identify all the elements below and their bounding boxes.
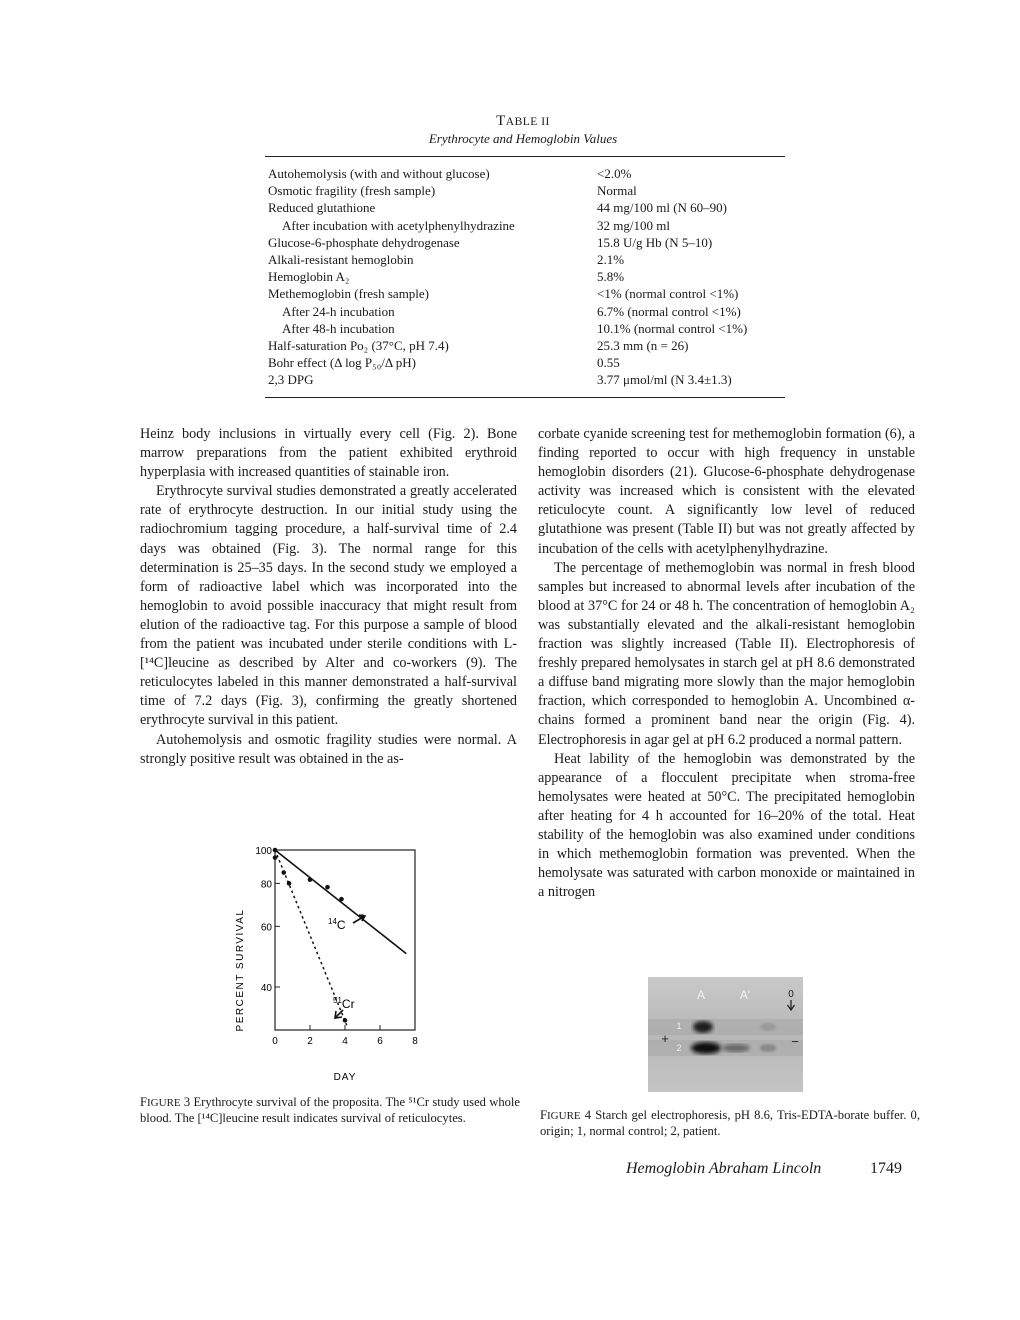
table-row xyxy=(268,354,788,371)
label-origin: 0 xyxy=(788,989,794,1000)
table-row-label: Alkali-resistant hemoglobin xyxy=(268,251,414,267)
table-row-label: After 24-h incubation xyxy=(282,303,395,319)
paragraph: corbate cyanide screening test for methemoglobin formation (6), a finding reported to occur with high frequency in unstable hemoglobin disorders (21). Glucose-6-phosphate dehydrogenase activity was increased which is consistent with the elevated reticulocyte count. A significantly low level of reduced glutathione was present (Table II) but was not greatly affected by incubation of the cells with acetylphenylhydrazine. xyxy=(538,426,915,557)
series-label: $^{14}$C xyxy=(328,917,346,932)
x-tick-label: 4 xyxy=(342,1036,348,1047)
body-left-column xyxy=(140,425,517,769)
table-row-label: Hemoglobin A₂ xyxy=(268,269,350,285)
table-row xyxy=(268,251,788,268)
running-title: Hemoglobin Abraham Lincoln xyxy=(626,1160,822,1177)
x-tick-label: 8 xyxy=(412,1036,418,1047)
label-minus: − xyxy=(791,1034,799,1049)
paragraph: Autohemolysis and osmotic fragility studies were normal. A strongly positive result was obtained in the as- xyxy=(140,731,517,767)
table-row-label: Bohr effect (Δ log P₅₀/Δ pH) xyxy=(268,355,416,371)
table-row xyxy=(268,165,788,182)
figure-3-chart xyxy=(225,840,425,1090)
table-row-value: 3.77 μmol/ml (N 3.4±1.3) xyxy=(597,372,732,388)
paragraph: The percentage of methemoglobin was normal in fresh blood samples but increased to abnormal levels after incubation of the blood at 37°C for 24 or 48 h. The concentration of hemoglobin A₂ was substantially elevated and the alkali-resistant hemoglobin fraction was slightly increased (Table II). Electrophoresis of freshly prepared hemolysates in starch gel at pH 8.6 demonstrated a diffuse band migrating more slowly than the major hemoglobin fraction, which corresponded to hemoglobin A. Uncombined α-chains formed a prominent band near the origin (Fig. 4). Electrophoresis in agar gel at pH 6.2 produced a normal pattern. xyxy=(538,559,915,748)
paragraph: Erythrocyte survival studies demonstrated a greatly accelerated rate of erythrocyte destruction. In our initial study using the radiochromium tagging procedure, a half-survival time of 2.4 days was obtained (Fig. 3). The normal range for this determination is 25–35 days. In the second study we employed a form of radioactive label which was incorporated into the hemoglobin to avoid possible inaccuracy that might result from elution of the radioactive tag. For this purpose a sample of blood from the patient was incubated under sterile conditions with L-[¹⁴C]leucine as described by Alter and co-workers (9). The reticulocytes labeled in this manner demonstrated a half-survival time of 7.2 days (Fig. 3), confirming the greatly shortened erythrocyte survival in this patient. xyxy=(140,483,517,729)
x-tick-label: 0 xyxy=(272,1036,278,1047)
table-row xyxy=(268,320,788,337)
figure-3-caption: FIGURE 3 Erythrocyte survival of the proposita. The ⁵¹Cr study used whole blood. The [¹⁴C]leucine result indicates survival of reticulocytes. xyxy=(140,1095,520,1125)
table-row-value: <2.0% xyxy=(597,166,632,181)
table-row-value: 15.8 U/g Hb (N 5–10) xyxy=(597,234,713,250)
table-row-label: Osmotic fragility (fresh sample) xyxy=(268,183,436,199)
table-body xyxy=(268,165,788,388)
table-row-label: Methemoglobin (fresh sample) xyxy=(268,286,430,302)
table-row-value: 44 mg/100 ml (N 60–90) xyxy=(597,200,727,216)
y-tick-label: 80 xyxy=(260,879,272,891)
table-row-label: 2,3 DPG xyxy=(268,372,314,388)
data-point xyxy=(339,897,344,902)
band-lane1-hba xyxy=(693,1021,713,1033)
table-row-label: Glucose-6-phosphate dehydrogenase xyxy=(268,234,460,250)
y-axis-label: PERCENT SURVIVAL xyxy=(235,908,246,1032)
band-lane2-hba xyxy=(691,1042,721,1054)
data-point xyxy=(281,870,286,875)
table-row-label: After incubation with acetylphenylhydrazine xyxy=(282,217,515,233)
figure-4-caption: FIGURE 4 Starch gel electrophoresis, pH 8.6, Tris-EDTA-borate buffer. 0, origin; 1, normal control; 2, patient. xyxy=(540,1108,920,1138)
x-axis-label: DAY xyxy=(333,1072,357,1083)
series-label: $^{51}$Cr xyxy=(333,996,355,1011)
figure-4-gel-photo xyxy=(648,977,803,1092)
table-row xyxy=(268,285,788,302)
y-tick-label: 60 xyxy=(260,922,272,934)
table-row xyxy=(268,371,788,388)
band-lane1-a2 xyxy=(760,1023,776,1031)
table-row-value: 6.7% (normal control <1%) xyxy=(597,303,741,319)
table-row xyxy=(268,234,788,251)
band-lane2-slow xyxy=(722,1044,750,1052)
paragraph: Heinz body inclusions in virtually every cell (Fig. 2). Bone marrow preparations from the patient exhibited erythroid hyperplasia with increased quantities of stainable iron. xyxy=(140,426,517,481)
table-row-label: Half-saturation Po₂ (37°C, pH 7.4) xyxy=(268,337,449,353)
table-row xyxy=(268,303,788,320)
band-lane2-alpha xyxy=(760,1044,776,1052)
data-point xyxy=(308,877,313,882)
series-line xyxy=(275,850,406,954)
table-bottom-rule xyxy=(265,397,785,398)
table-row-value: 32 mg/100 ml xyxy=(597,217,670,233)
paragraph: Heat lability of the hemoglobin was demonstrated by the appearance of a flocculent precipitate when stroma-free hemolysates were heated at 50°C. The precipitated hemoglobin after heating for 4 h accounted for 16–20% of the total. Heat stability of the hemoglobin was also examined under conditions in which methemoglobin formation was prevented. When the hemolysate was saturated with carbon monoxide or maintained in a nitrogen xyxy=(538,750,915,901)
data-point xyxy=(273,855,278,860)
table-caption: Erythrocyte and Hemoglobin Values xyxy=(428,131,618,146)
table-row-label: Reduced glutathione xyxy=(268,200,376,216)
table-row-value: 10.1% (normal control <1%) xyxy=(597,320,748,336)
y-tick-label: 100 xyxy=(255,846,272,857)
data-point xyxy=(325,885,330,890)
x-tick-label: 6 xyxy=(377,1036,383,1047)
label-lane-1: 1 xyxy=(676,1021,682,1031)
table-row-value: 5.8% xyxy=(597,269,625,285)
body-right-column xyxy=(538,425,915,902)
table-row-label: Autohemolysis (with and without glucose) xyxy=(268,166,490,181)
label-a-prime: A' xyxy=(739,988,751,1002)
table-row-value: Normal xyxy=(597,183,637,199)
table-row-value: 25.3 mm (n = 26) xyxy=(597,337,689,353)
table-row xyxy=(268,182,788,199)
gel-lane-1 xyxy=(648,1019,803,1035)
page-number: 1749 xyxy=(870,1160,902,1177)
data-point xyxy=(287,881,292,886)
table-row-value: <1% (normal control <1%) xyxy=(597,286,739,302)
table-row-label: After 48-h incubation xyxy=(282,320,395,336)
table-title: TABLE II xyxy=(496,113,550,129)
table-row xyxy=(268,268,788,285)
label-a: A xyxy=(696,988,706,1002)
x-tick-label: 2 xyxy=(307,1036,313,1047)
y-tick-label: 40 xyxy=(260,982,272,994)
data-point xyxy=(273,848,278,853)
table-row xyxy=(268,199,788,216)
label-lane-2: 2 xyxy=(676,1043,682,1053)
table-row-value: 2.1% xyxy=(597,251,625,267)
data-point xyxy=(343,1018,348,1023)
table-top-rule xyxy=(265,156,785,157)
table-row-value: 0.55 xyxy=(597,355,620,371)
table-row xyxy=(268,217,788,234)
label-plus: + xyxy=(661,1031,669,1046)
table-row xyxy=(268,337,788,354)
